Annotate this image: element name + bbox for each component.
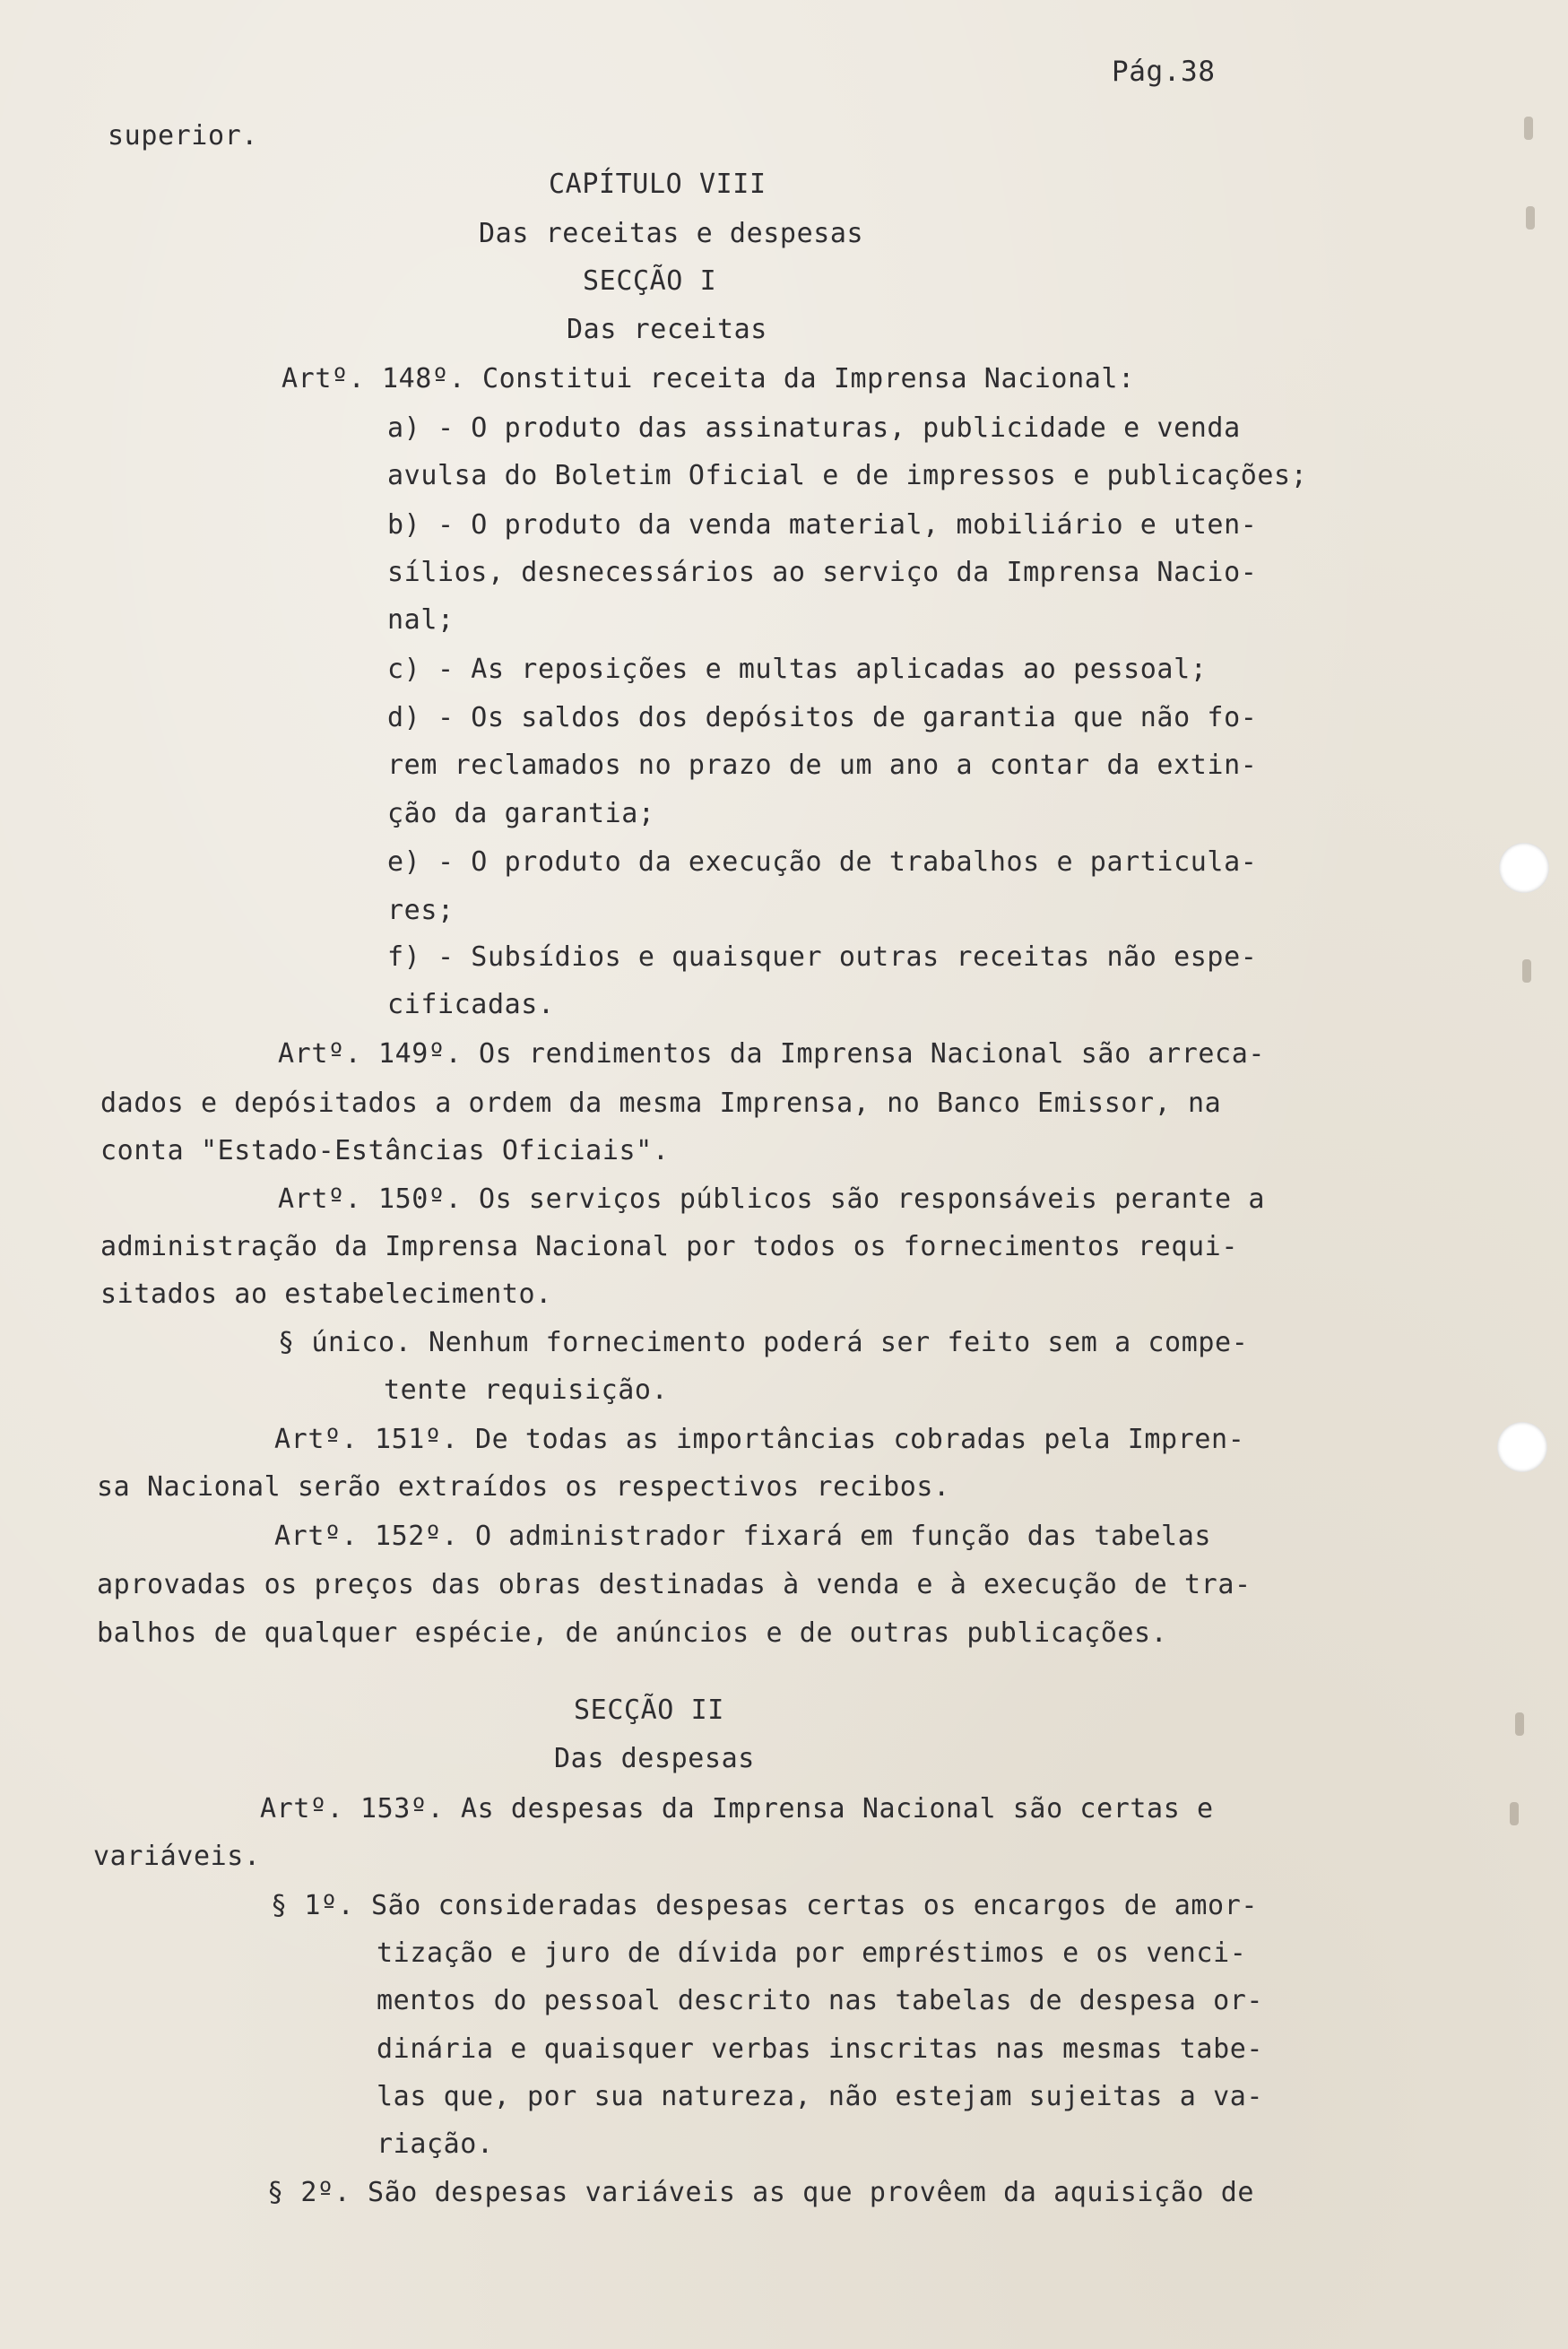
edge-mark xyxy=(1510,1802,1519,1825)
edge-mark xyxy=(1515,1712,1524,1736)
text-line: b) - O produto da venda material, mobiliário e uten- xyxy=(387,509,1258,541)
article-text: Artº. 152º. O administrador fixará em função das tabelas xyxy=(274,1521,1212,1552)
section-heading: SECÇÃO I xyxy=(583,265,717,297)
punch-hole xyxy=(1497,1422,1547,1472)
text-line: sílios, desnecessários ao serviço da Imprensa Nacio- xyxy=(387,557,1258,588)
chapter-subtitle: Das receitas e despesas xyxy=(479,218,864,249)
punch-hole xyxy=(1499,843,1549,893)
text-line: tente requisição. xyxy=(384,1374,669,1406)
paragraph-text: § 2º. São despesas variáveis as que provêem da aquisição de xyxy=(267,2177,1255,2208)
chapter-heading: CAPÍTULO VIII xyxy=(549,169,767,200)
text-line: balhos de qualquer espécie, de anúncios e de outras publicações. xyxy=(97,1617,1168,1649)
text-line: mentos do pessoal descrito nas tabelas de despesa or- xyxy=(377,1985,1264,2016)
text-line: aprovadas os preços das obras destinadas à venda e à execução de tra- xyxy=(97,1569,1252,1600)
article-text: Artº. 151º. De todas as importâncias cobradas pela Impren- xyxy=(274,1424,1245,1455)
text-line: dinária e quaisquer verbas inscritas nas mesmas tabe- xyxy=(377,2033,1264,2065)
page-number: Pág.38 xyxy=(1112,56,1216,88)
paragraph-text: § único. Nenhum fornecimento poderá ser feito sem a compe- xyxy=(278,1327,1249,1358)
paragraph-text: § 1º. São consideradas despesas certas os encargos de amor- xyxy=(271,1890,1259,1921)
article-text: Artº. 150º. Os serviços públicos são responsáveis perante a xyxy=(278,1183,1266,1215)
text-line: res; xyxy=(387,895,455,926)
text-line: rem reclamados no prazo de um ano a contar da extin- xyxy=(387,750,1258,781)
text-line: e) - O produto da execução de trabalhos e particula- xyxy=(387,846,1258,878)
edge-mark xyxy=(1526,206,1535,230)
article-text: Artº. 153º. As despesas da Imprensa Nacional são certas e xyxy=(260,1793,1214,1825)
text-line: tização e juro de dívida por empréstimos e os venci- xyxy=(377,1937,1247,1969)
text-line: ção da garantia; xyxy=(387,798,655,829)
text-line: administração da Imprensa Nacional por todos os fornecimentos requi- xyxy=(100,1231,1238,1262)
text-line: sitados ao estabelecimento. xyxy=(100,1279,552,1310)
text-line: f) - Subsídios e quaisquer outras receitas não espe- xyxy=(387,941,1258,973)
text-line: conta "Estado-Estâncias Oficiais". xyxy=(100,1135,670,1166)
edge-mark xyxy=(1524,117,1533,140)
text-line: nal; xyxy=(387,604,455,636)
text-line: d) - Os saldos dos depósitos de garantia que não fo- xyxy=(387,702,1258,733)
text-line: variáveis. xyxy=(93,1841,261,1872)
section-heading: SECÇÃO II xyxy=(574,1695,724,1726)
article-text: Artº. 148º. Constitui receita da Imprensa Nacional: xyxy=(282,363,1135,394)
section-subtitle: Das receitas xyxy=(567,314,767,345)
edge-mark xyxy=(1522,959,1531,983)
text-line: sa Nacional serão extraídos os respectivos recibos. xyxy=(97,1471,950,1503)
text-line: avulsa do Boletim Oficial e de impressos e publicações; xyxy=(387,460,1308,491)
text-line: riação. xyxy=(377,2128,494,2160)
article-text: Artº. 149º. Os rendimentos da Imprensa Nacional são arreca- xyxy=(278,1038,1266,1070)
text-line: dados e depósitados a ordem da mesma Imprensa, no Banco Emissor, na xyxy=(100,1088,1222,1119)
text-line: superior. xyxy=(108,120,258,152)
text-line: las que, por sua natureza, não estejam sujeitas a va- xyxy=(377,2081,1264,2112)
text-line: c) - As reposições e multas aplicadas ao pessoal; xyxy=(387,654,1208,685)
text-line: cificadas. xyxy=(387,989,555,1020)
section-subtitle: Das despesas xyxy=(554,1743,755,1774)
text-line: a) - O produto das assinaturas, publicidade e venda xyxy=(387,412,1241,444)
